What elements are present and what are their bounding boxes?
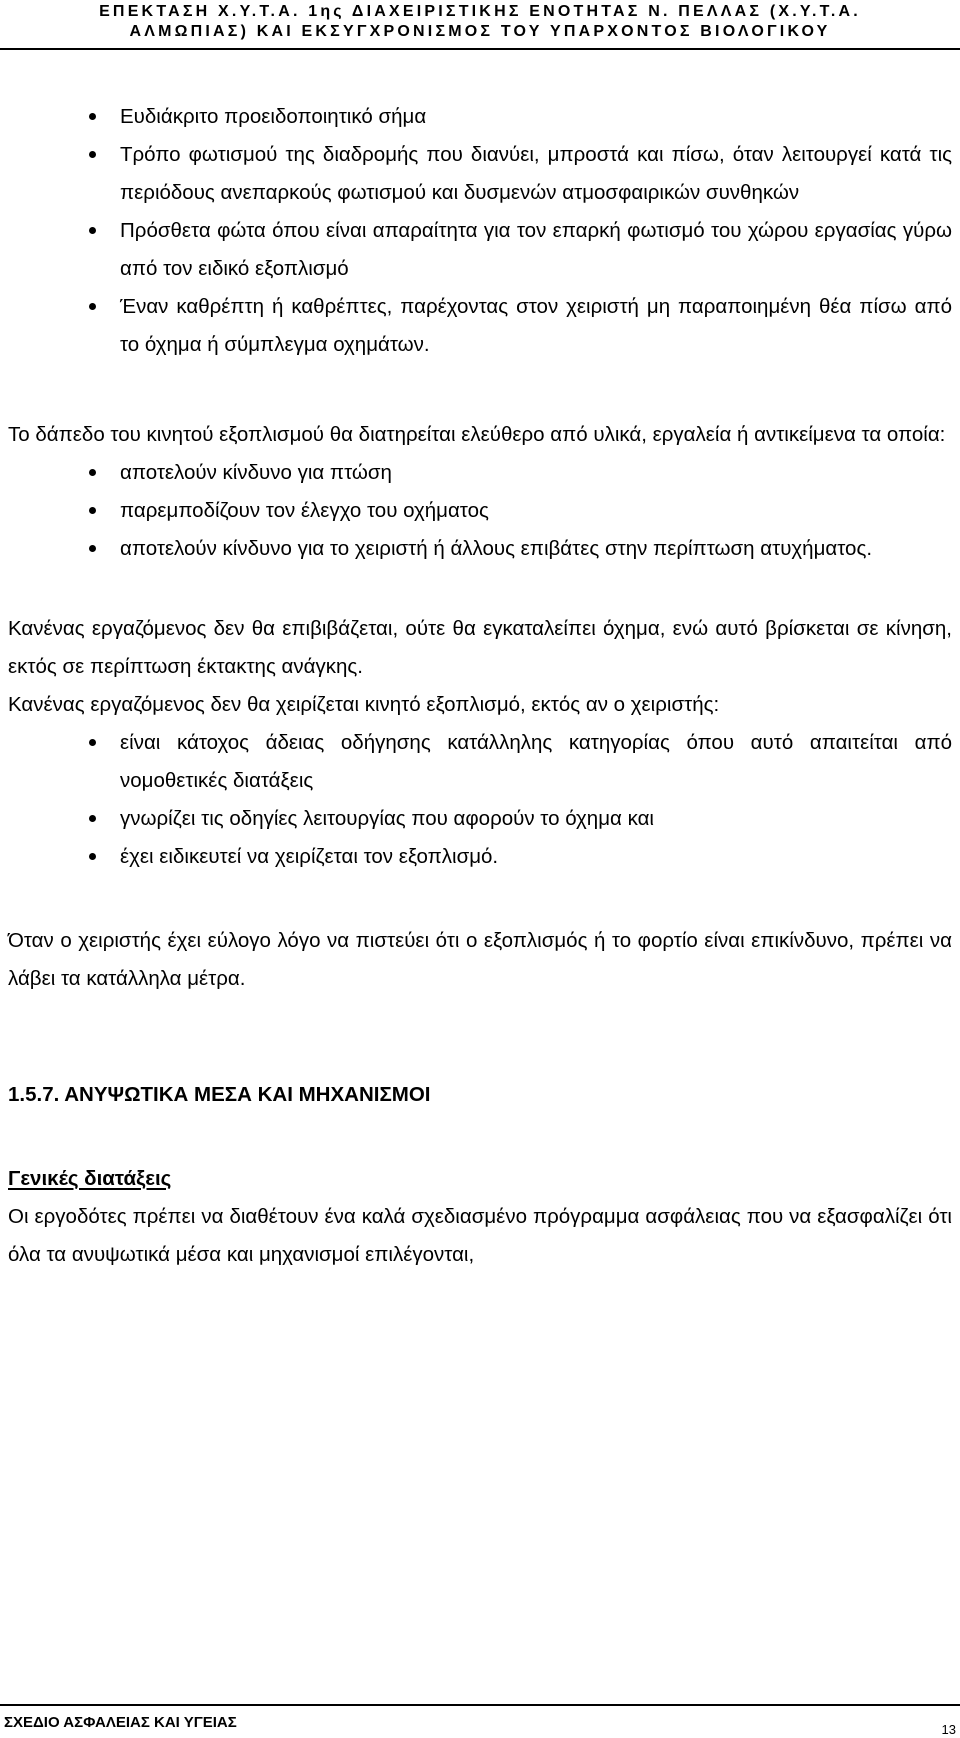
- paragraph-boarding: Κανένας εργαζόμενος δεν θα επιβιβάζεται, ούτε θα εγκαταλείπει όχημα, ενώ αυτό βρίσκεται σε κίνηση, εκτός σε περίπτωση έκτακτης ανάγκης.: [8, 617, 952, 678]
- paragraph-operator: Κανένας εργαζόμενος δεν θα χειρίζεται κινητό εξοπλισμό, εκτός αν ο χειριστής:: [8, 693, 720, 716]
- page-footer: [0, 1700, 960, 1738]
- list-item: έχει ειδικευτεί να χειρίζεται τον εξοπλισμό.: [8, 838, 952, 876]
- list-item: γνωρίζει τις οδηγίες λειτουργίας που αφορούν το όχημα και: [8, 800, 952, 838]
- bullet-icon: [89, 507, 96, 514]
- paragraph-danger: Όταν ο χειριστής έχει εύλογο λόγο να πιστεύει ότι ο εξοπλισμός ή το φορτίο είναι επικίνδυνο, πρέπει να λάβει τα κατάλληλα μέτρα.: [8, 929, 952, 990]
- list-item: Τρόπο φωτισμού της διαδρομής που διανύει, μπροστά και πίσω, όταν λειτουργεί κατά τις περιόδους ανεπαρκούς φωτισμού και δυσμενών ατμοσφαιρικών συνθηκών: [8, 136, 952, 212]
- bullet-icon: [89, 303, 96, 310]
- list-item: αποτελούν κίνδυνο για το χειριστή ή άλλους επιβάτες στην περίπτωση ατυχήματος.: [8, 530, 952, 568]
- operator-requirements-list: [8, 724, 952, 876]
- paragraph-floor: Το δάπεδο του κινητού εξοπλισμού θα διατηρείται ελεύθερο από υλικά, εργαλεία ή αντικείμενα τα οποία:: [8, 423, 946, 446]
- bullet-icon: [89, 151, 96, 158]
- page-header: [0, 0, 960, 50]
- paragraph-employers: Οι εργοδότες πρέπει να διαθέτουν ένα καλά σχεδιασμένο πρόγραμμα ασφάλειας που να εξασφαλίζει ότι όλα τα ανυψωτικά μέσα και μηχανισμοί επιλέγονται,: [8, 1205, 952, 1266]
- bullet-icon: [89, 227, 96, 234]
- bullet-icon: [89, 739, 96, 746]
- bullet-icon: [89, 545, 96, 552]
- header-line-2: ΑΛΜΩΠΙΑΣ) ΚΑΙ ΕΚΣΥΓΧΡΟΝΙΣΜΟΣ ΤΟΥ ΥΠΑΡΧΟΝΤΟΣ ΒΙΟΛΟΓΙΚΟΥ: [129, 23, 831, 40]
- subsection-heading: Γενικές διατάξεις: [8, 1167, 172, 1190]
- bullet-icon: [89, 853, 96, 860]
- list-item: Ευδιάκριτο προειδοποιητικό σήμα: [8, 98, 952, 136]
- footer-title: ΣΧΕΔΙΟ ΑΣΦΑΛΕΙΑΣ ΚΑΙ ΥΓΕΙΑΣ: [4, 1714, 237, 1731]
- list-item: Έναν καθρέπτη ή καθρέπτες, παρέχοντας στον χειριστή μη παραποιημένη θέα πίσω από το όχημα ή σύμπλεγμα οχημάτων.: [8, 288, 952, 364]
- bullet-icon: [89, 113, 96, 120]
- header-rule: [0, 48, 960, 50]
- document-body: [8, 98, 952, 1274]
- page-number: 13: [941, 1722, 956, 1737]
- section-heading: 1.5.7. ΑΝΥΨΩΤΙΚΑ ΜΕΣΑ ΚΑΙ ΜΗΧΑΝΙΣΜΟΙ: [8, 1083, 431, 1106]
- bullet-icon: [89, 815, 96, 822]
- header-line-1: ΕΠΕΚΤΑΣΗ Χ.Υ.Τ.Α. 1ης ΔΙΑΧΕΙΡΙΣΤΙΚΗΣ ΕΝΟΤΗΤΑΣ Ν. ΠΕΛΛΑΣ (Χ.Υ.Τ.Α.: [99, 3, 861, 20]
- bullet-icon: [89, 469, 96, 476]
- list-item: Πρόσθετα φώτα όπου είναι απαραίτητα για τον επαρκή φωτισμό του χώρου εργασίας γύρω από τον ειδικό εξοπλισμό: [8, 212, 952, 288]
- list-item: είναι κάτοχος άδειας οδήγησης κατάλληλης κατηγορίας όπου αυτό απαιτείται από νομοθετικές διατάξεις: [8, 724, 952, 800]
- equipment-requirements-list: [8, 98, 952, 364]
- footer-rule: [0, 1704, 960, 1706]
- floor-hazards-list: [8, 454, 952, 568]
- list-item: παρεμποδίζουν τον έλεγχο του οχήματος: [8, 492, 952, 530]
- list-item: αποτελούν κίνδυνο για πτώση: [8, 454, 952, 492]
